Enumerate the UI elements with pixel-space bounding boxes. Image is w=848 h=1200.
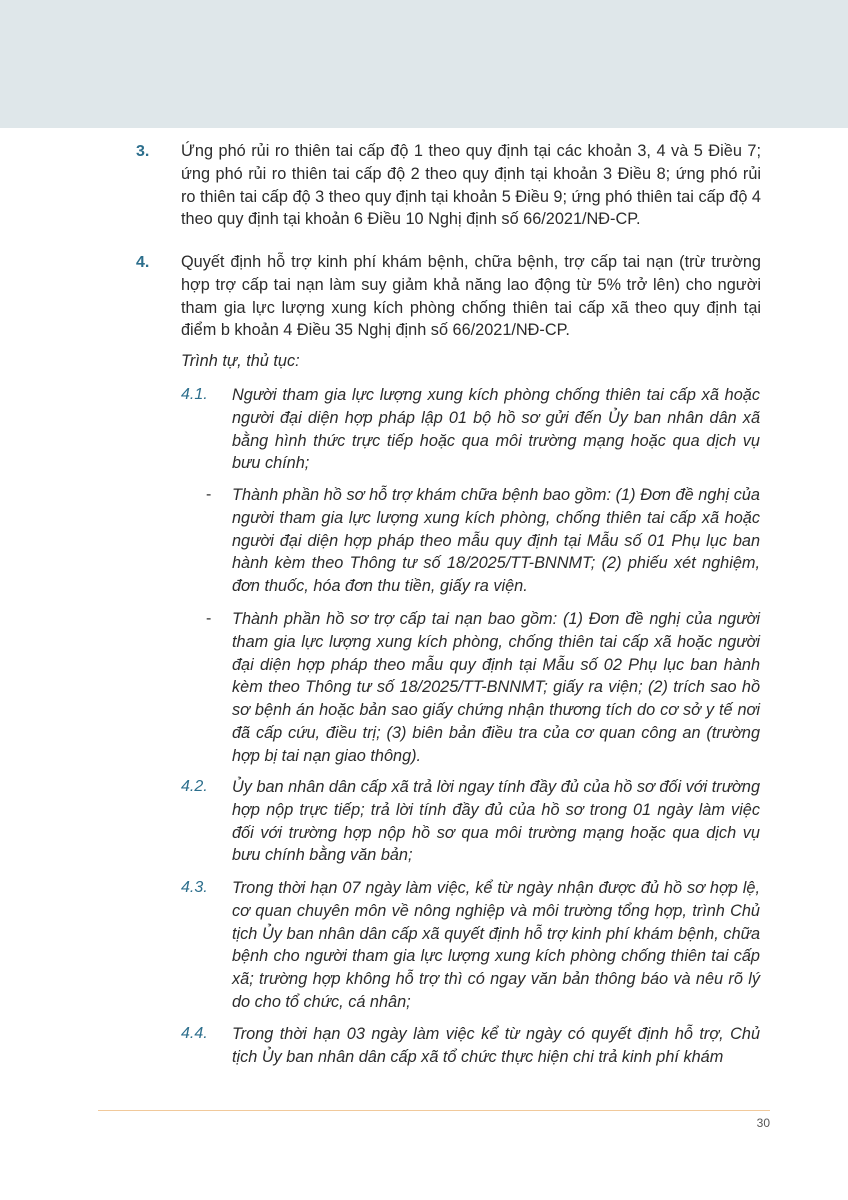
step-number: 4.4. [181,1025,208,1042]
page-number: 30 [756,1116,770,1130]
step-number: 4.1. [181,386,208,403]
bullet-text: Thành phần hồ sơ hỗ trợ khám chữa bệnh bao gồm: (1) Đơn đề nghị của người tham gia lực lượng xung kích phòng, chống thiên tai cấp xã hoặc người đại diện hợp pháp theo mẫu quy định tại Mẫu số 01 Phụ lục ban hành kèm theo Thông tư số 18/2025/TT-BNNMT; (2) phiếu xét nghiệm, đơn thuốc, hóa đơn thu tiền, giấy ra viện. [232,486,760,596]
bullet-dash: - [206,610,212,627]
step-text: Trong thời hạn 07 ngày làm việc, kể từ ngày nhận được đủ hồ sơ hợp lệ, cơ quan chuyên môn về nông nghiệp và môi trường tổng hợp, trình Chủ tịch Ủy ban nhân dân cấp xã quyết định hỗ trợ kinh phí khám bệnh, chữa bệnh cho người tham gia lực lượng xung kích phòng chống thiên tai cấp xã; trường hợp không hỗ trợ thì có ngay văn bản thông báo và nêu rõ lý do cho tổ chức, cá nhân; [232,879,760,1011]
item-number: 3. [136,143,150,160]
procedure-heading: Trình tự, thủ tục: [181,352,300,370]
step-text: Người tham gia lực lượng xung kích phòng chống thiên tai cấp xã hoặc người đại diện hợp pháp lập 01 bộ hồ sơ gửi đến Ủy ban nhân dân xã bằng hình thức trực tiếp hoặc qua môi trường mạng hoặc qua dịch vụ bưu chính; [232,386,760,473]
step-text: Ủy ban nhân dân cấp xã trả lời ngay tính đầy đủ của hồ sơ đối với trường hợp nộp trực tiếp; trả lời tính đầy đủ của hồ sơ trong 01 ngày làm việc đối với trường hợp nộp hồ sơ qua môi trường mạng hoặc qua dịch vụ bưu chính bằng văn bản; [232,778,760,865]
step-number: 4.3. [181,879,208,896]
step-number: 4.2. [181,778,208,795]
item-number: 4. [136,254,150,271]
header-band [0,0,848,128]
bullet-text: Thành phần hồ sơ trợ cấp tai nạn bao gồm: (1) Đơn đề nghị của người tham gia lực lượng xung kích phòng, chống thiên tai cấp xã hoặc người đại diện hợp pháp theo mẫu quy định tại Mẫu số 02 Phụ lục ban hành kèm theo Thông tư số 18/2025/TT-BNNMT; giấy ra viện; (2) trích sao hồ sơ bệnh án hoặc bản sao giấy chứng nhận thương tích do cơ sở y tế nơi đã cấp cứu, điều trị; (3) biên bản điều tra của cơ quan công an (trường hợp bị tai nạn giao thông). [232,610,760,765]
item-text: Quyết định hỗ trợ kinh phí khám bệnh, chữa bệnh, trợ cấp tai nạn (trừ trường hợp trợ cấp tai nạn làm suy giảm khả năng lao động từ 5% trở lên) cho người tham gia lực lượng xung kích phòng chống thiên tai cấp xã theo quy định tại điểm b khoản 4 Điều 35 Nghị định số 66/2021/NĐ-CP. [181,253,761,340]
item-text: Ứng phó rủi ro thiên tai cấp độ 1 theo quy định tại các khoản 3, 4 và 5 Điều 7; ứng phó rủi ro thiên tai cấp độ 2 theo quy định tại khoản 3 Điều 8; ứng phó rủi ro thiên tai cấp độ 3 theo quy định tại khoản 5 Điều 9; ứng phó thiên tai cấp độ 4 theo quy định tại khoản 6 Điều 10 Nghị định số 66/2021/NĐ-CP. [181,142,761,229]
bullet-dash: - [206,486,212,503]
step-text: Trong thời hạn 03 ngày làm việc kể từ ngày có quyết định hỗ trợ, Chủ tịch Ủy ban nhân dân cấp xã tổ chức thực hiện chi trả kinh phí khám [232,1025,760,1066]
footer-rule [98,1110,770,1111]
